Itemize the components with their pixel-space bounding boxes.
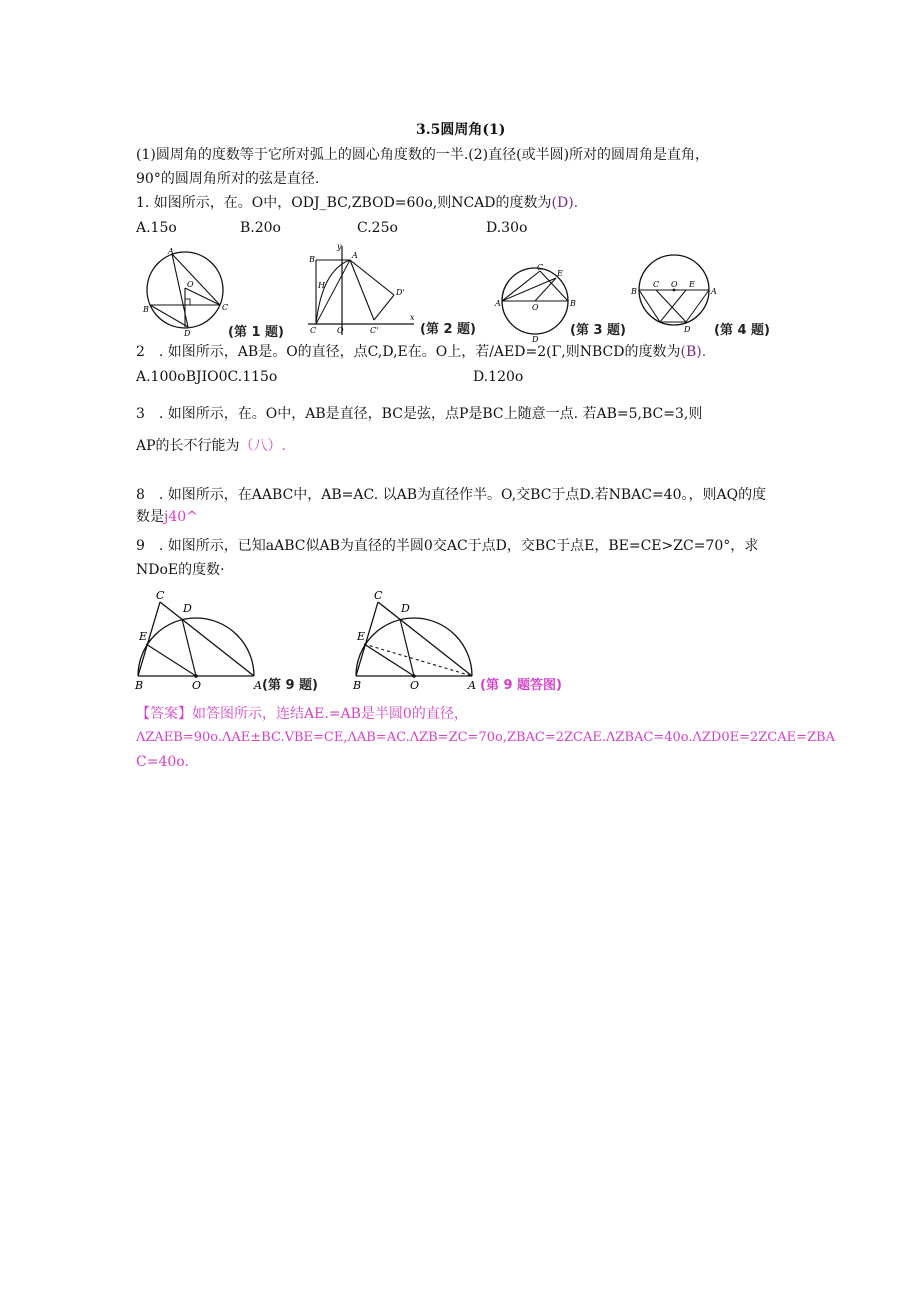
fig1-label-b: B bbox=[143, 305, 149, 314]
answer-line-2: ΛZAEB=90o.ΛAE±BC.VBE=CE,ΛAB=AC.ΛZB=ZC=70o,ZBAC=2ZCAE.ΛZBAC=40o.ΛZD0E=2ZCAE=ZBA bbox=[136, 730, 835, 745]
figure-3 bbox=[495, 262, 638, 344]
q8-answer: j40^ bbox=[164, 509, 198, 525]
fig3-label-e: E bbox=[557, 269, 563, 278]
answer-line-3: C=40o. bbox=[136, 754, 189, 770]
fig2-label-c: C bbox=[310, 326, 317, 335]
q3-line-1: 3 . 如图所示，在。O中，AB是直径，BC是弦，点P是BC上随意一点. 若AB=5,BC=3,则 bbox=[136, 406, 703, 422]
fig9-label-e: E bbox=[139, 630, 148, 643]
fig2-caption: (第 2 题) bbox=[420, 322, 476, 337]
q8-line-1: 8 . 如图所示，在AABC中，AB=AC. 以AB为直径作半。O,交BC于点D.若NBAC=40。，则AQ的度 bbox=[136, 487, 767, 503]
fig1-label-c: C bbox=[222, 303, 229, 312]
q1-option-c: C.25o bbox=[357, 220, 398, 236]
q2-stem-row bbox=[136, 342, 706, 362]
fig3-label-o: O bbox=[532, 303, 539, 312]
fig3-caption: (第 3 题) bbox=[570, 323, 626, 338]
q9-line-1: 9 . 如图所示，已知aABC似AB为直径的半圆0交AC于点D，交BC于点E，BE=CE>ZC=70°，求 bbox=[136, 538, 759, 554]
fig2-label-c-prime: C' bbox=[370, 326, 379, 335]
fig3-label-b: B bbox=[570, 299, 576, 308]
page-title: 3.5圆周角(1) bbox=[416, 122, 506, 138]
figure-9 bbox=[130, 588, 330, 692]
intro-line-1: (1)圆周角的度数等于它所对弧上的圆心角度数的一半.(2)直径(或半圆)所对的圆周角是直角， bbox=[136, 147, 710, 163]
q1-option-b: B.20o bbox=[240, 220, 281, 236]
q1-stem-row bbox=[136, 193, 578, 213]
fig9ans-label-e: E bbox=[357, 630, 366, 643]
fig1-label-a: A bbox=[168, 247, 174, 256]
figure-2 bbox=[296, 240, 496, 340]
fig9ans-label-b: B bbox=[353, 679, 362, 692]
fig4-label-b: B bbox=[631, 287, 637, 296]
q1-answer: (D). bbox=[551, 195, 579, 211]
q2-answer: (B). bbox=[680, 344, 707, 360]
fig2-label-o: O bbox=[337, 326, 344, 335]
fig1-label-o: O bbox=[187, 280, 194, 289]
fig9-caption: (第 9 题) bbox=[262, 678, 318, 693]
figure-4 bbox=[626, 254, 786, 340]
q3-answer: （八）. bbox=[239, 438, 286, 454]
q8-line-2-row bbox=[136, 507, 198, 527]
fig2-label-b: B bbox=[309, 255, 315, 264]
answer-line-1: 如答图所示，连结AE.=AB是半圆0的直径， bbox=[192, 706, 468, 722]
fig4-label-e: E bbox=[689, 280, 695, 289]
fig9-label-d: D bbox=[183, 602, 192, 615]
fig1-label-d: D bbox=[184, 329, 191, 338]
fig4-label-c: C bbox=[653, 280, 660, 289]
q3-line-2-row bbox=[136, 436, 286, 456]
fig2-label-y: y bbox=[337, 242, 342, 251]
fig9ans-label-c: C bbox=[374, 589, 383, 602]
fig9ans-label-a: A bbox=[468, 679, 476, 692]
fig4-label-a: A bbox=[711, 287, 717, 296]
fig4-label-o: O bbox=[671, 280, 678, 289]
q8-line-2: 数是 bbox=[136, 509, 164, 525]
fig2-label-h: H bbox=[318, 281, 325, 290]
q2-option-d: D.120o bbox=[473, 369, 524, 385]
fig3-label-a: A bbox=[495, 299, 501, 308]
fig3-label-d: D bbox=[532, 335, 539, 344]
fig9-label-a: A bbox=[254, 679, 262, 692]
q2-stem: 2 . 如图所示，AB是。O的直径，点C,D,E在。O上，若/AED=2(Γ,则NBCD的度数为 bbox=[136, 344, 681, 360]
figure-9-answer bbox=[348, 588, 598, 692]
fig2-label-a: A bbox=[352, 251, 358, 260]
intro-line-2: 90°的圆周角所对的弦是直径. bbox=[136, 171, 320, 187]
fig3-label-c: C bbox=[537, 263, 544, 272]
fig9ans-caption: (第 9 题答图) bbox=[480, 678, 562, 693]
fig9-label-b: B bbox=[135, 679, 144, 692]
q2-options: A.100oBJIO0C.115o bbox=[136, 369, 278, 385]
fig2-label-d: D' bbox=[396, 288, 405, 297]
figure-1 bbox=[140, 247, 290, 340]
answer-line-1-row bbox=[136, 704, 468, 724]
q3-line-2: AP的长不行能为 bbox=[136, 438, 240, 454]
fig9-label-o: O bbox=[192, 679, 202, 692]
q1-option-a: A.15o bbox=[136, 220, 177, 236]
q1-option-d: D.30o bbox=[486, 220, 528, 236]
fig4-label-d: D bbox=[684, 325, 691, 334]
q9-line-2: NDoE的度数· bbox=[136, 562, 225, 578]
fig1-caption: (第 1 题) bbox=[228, 325, 284, 340]
fig9-label-c: C bbox=[156, 589, 165, 602]
fig9ans-label-d: D bbox=[401, 602, 410, 615]
answer-label: 【答案】 bbox=[136, 706, 192, 722]
fig2-label-x: x bbox=[410, 313, 415, 322]
fig4-caption: (第 4 题) bbox=[714, 323, 770, 338]
q1-stem: 1. 如图所示，在。O中，ODJ_BC,ZBOD=60o,则NCAD的度数为 bbox=[136, 195, 552, 211]
fig9ans-label-o: O bbox=[410, 679, 420, 692]
